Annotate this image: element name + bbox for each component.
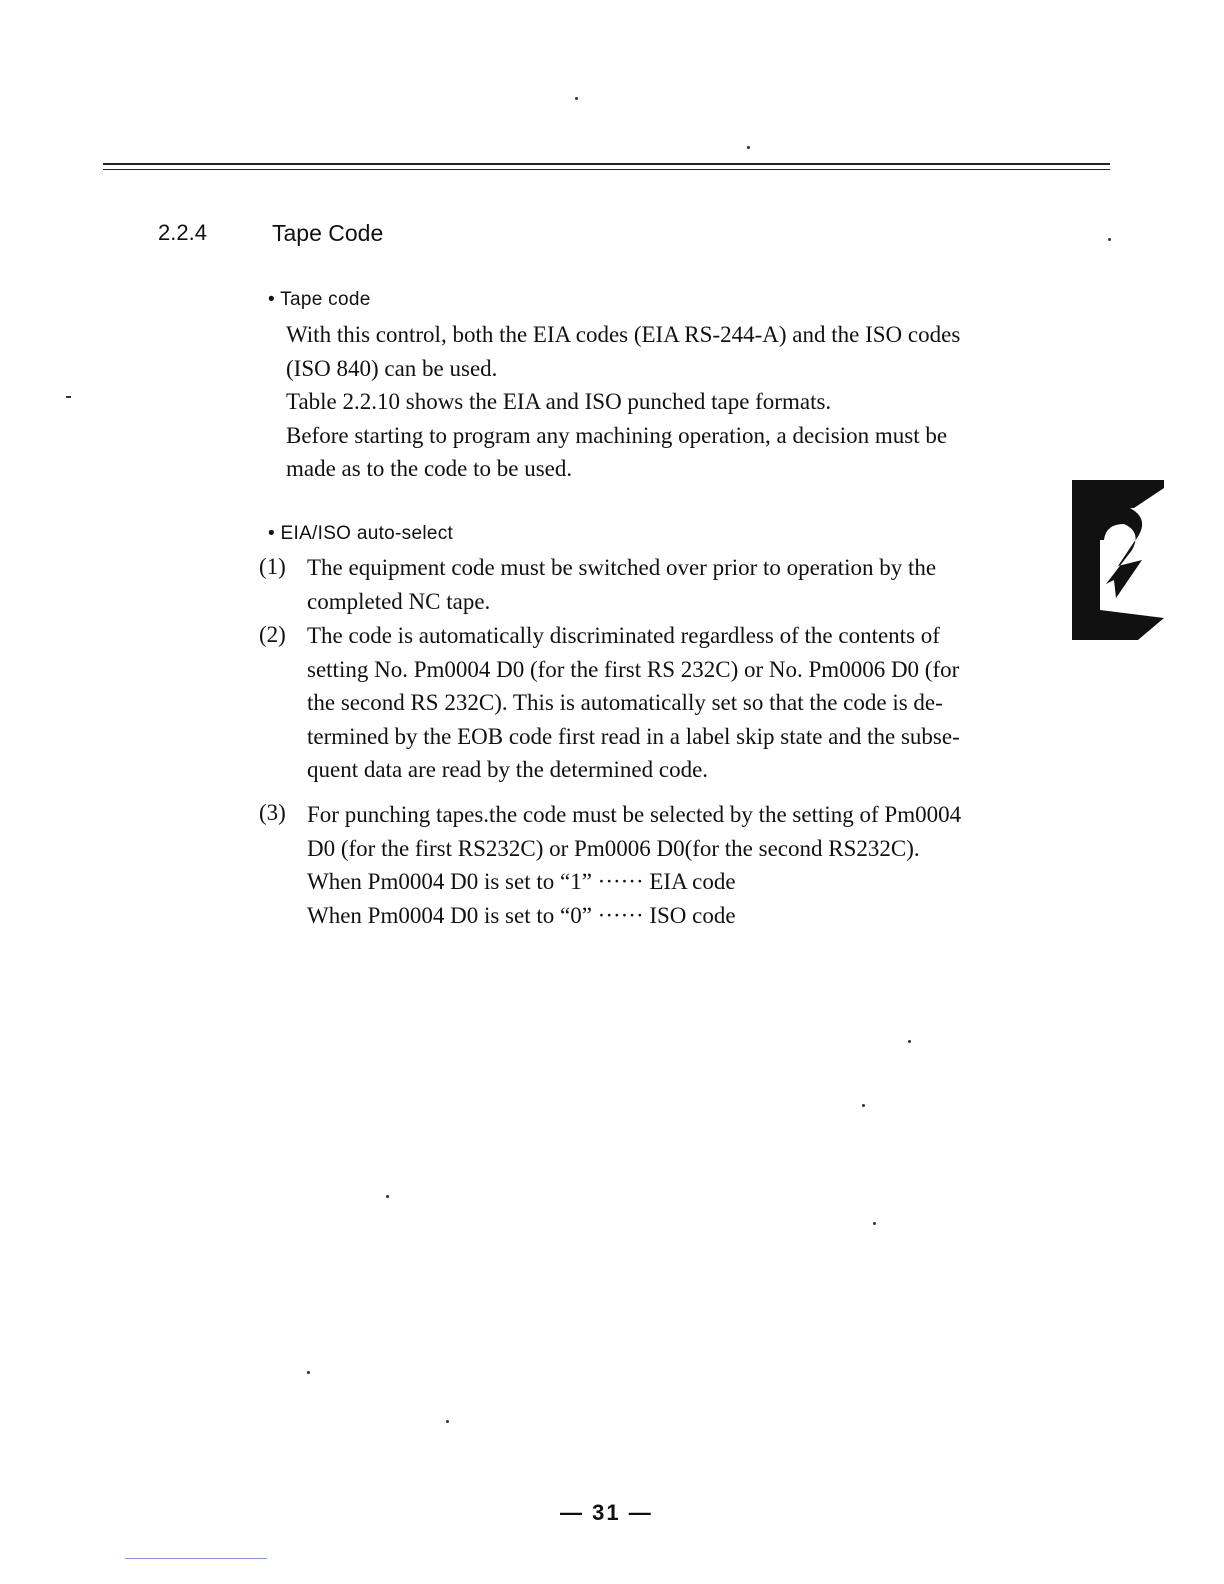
section-number: 2.2.4 — [158, 220, 207, 245]
tape-code-heading: • Tape code — [268, 289, 371, 310]
list-item-text — [307, 551, 1047, 618]
scan-speck — [873, 1222, 876, 1225]
paragraph-line: Table 2.2.10 shows the EIA and ISO punched tape formats. — [286, 389, 832, 414]
paragraph-line: (ISO 840) can be used. — [286, 355, 498, 381]
scan-speck — [386, 1195, 389, 1198]
list-item-number: (2) — [259, 622, 286, 647]
scan-speck — [862, 1104, 865, 1107]
scan-speck — [307, 1371, 310, 1374]
section-title: Tape Code — [272, 220, 384, 246]
paragraph-line: made as to the code to be used. — [286, 456, 573, 481]
list-item-line: When Pm0004 D0 is set to “0” ······ ISO code — [307, 902, 736, 928]
list-item-line: termined by the EOB code first read in a label skip state and the subse- — [307, 723, 960, 749]
list-item-number: (1) — [259, 554, 286, 579]
list-item-line: setting No. Pm0004 D0 (for the first RS 232C) or No. Pm0006 D0 (for — [307, 656, 960, 682]
list-item-text — [307, 619, 1047, 787]
footer-rule — [125, 1558, 267, 1559]
list-item-line: The equipment code must be switched over prior to operation by the — [307, 555, 937, 580]
list-item-line: For punching tapes.the code must be selected by the setting of Pm0004 — [307, 802, 962, 827]
page-number: — 31 — — [560, 1500, 653, 1525]
list-item-number: (3) — [259, 800, 286, 825]
list-item-line: completed NC tape. — [307, 588, 491, 614]
paragraph-line: Before starting to program any machining operation, a decision must be — [286, 422, 948, 448]
list-item-line: D0 (for the first RS232C) or Pm0006 D0(for the second RS232C). — [307, 835, 920, 861]
list-item-line: the second RS 232C). This is automatically set so that the code is de- — [307, 690, 943, 715]
list-item-line: When Pm0004 D0 is set to “1” ······ EIA code — [307, 869, 736, 894]
auto-select-heading: • EIA/ISO auto-select — [268, 523, 454, 544]
chapter-thumb-tab-icon — [1072, 480, 1164, 640]
scan-speck — [575, 97, 578, 100]
scan-speck — [446, 1420, 449, 1423]
scan-speck — [66, 396, 71, 398]
scan-speck — [1108, 238, 1111, 241]
list-item-line: The code is automatically discriminated regardless of the contents of — [307, 623, 940, 648]
header-rule-top — [103, 163, 1110, 165]
scan-speck — [747, 146, 750, 149]
list-item-text — [307, 798, 1047, 932]
list-item-line: quent data are read by the determined code. — [307, 757, 709, 782]
tape-code-paragraph — [286, 318, 1056, 486]
header-rule-bottom — [103, 169, 1110, 170]
paragraph-line: With this control, both the EIA codes (EIA RS-244-A) and the ISO codes — [286, 322, 961, 347]
scan-speck — [908, 1040, 911, 1043]
